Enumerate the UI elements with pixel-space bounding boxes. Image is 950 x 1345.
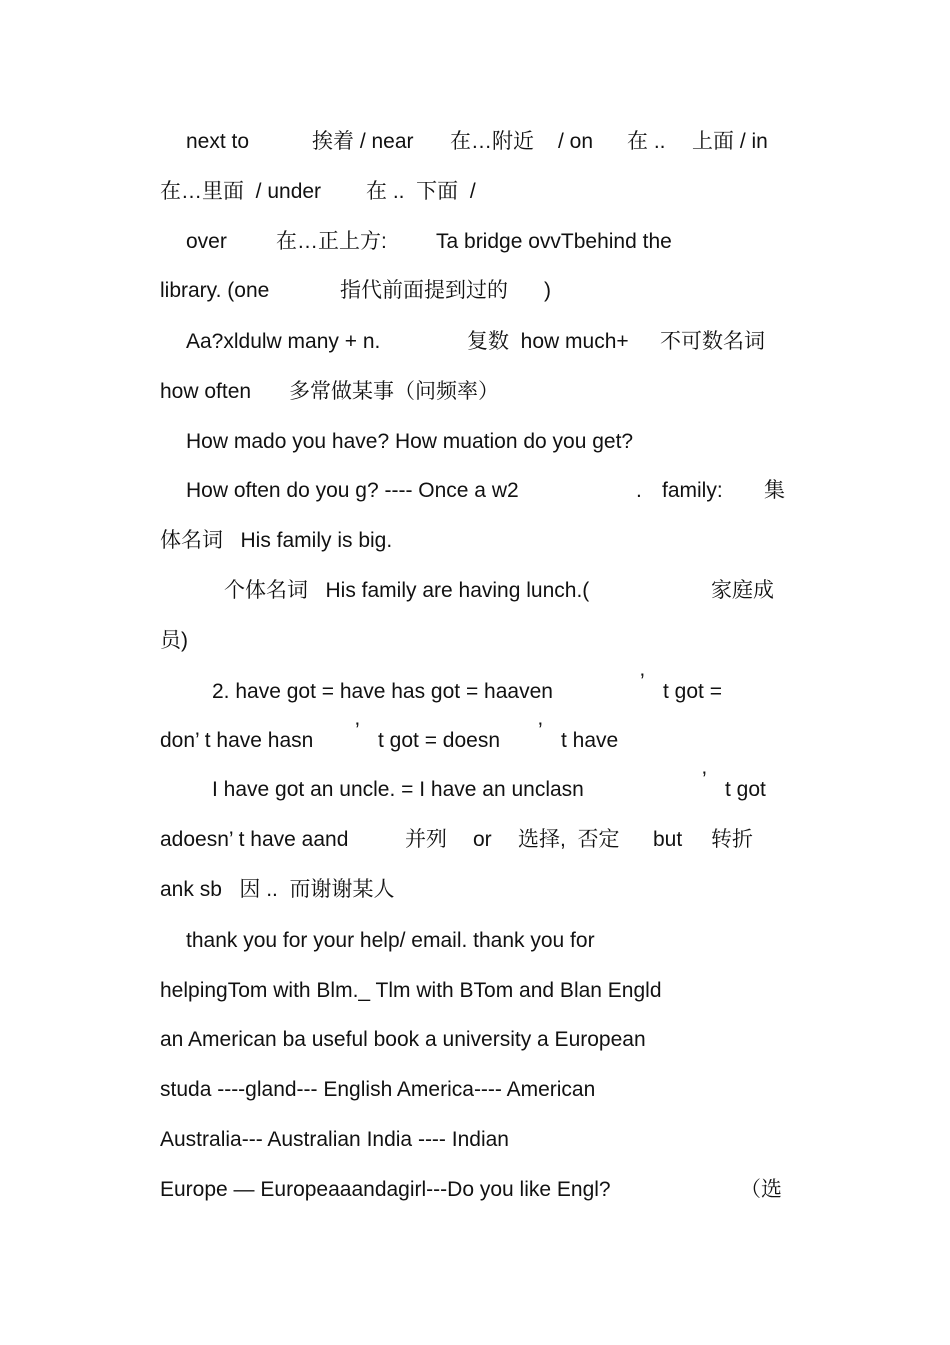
text-segment: 员) bbox=[160, 629, 188, 652]
text-segment: 转折 bbox=[711, 828, 753, 851]
text-segment: t got = doesn bbox=[378, 729, 501, 752]
text-line bbox=[0, 177, 950, 207]
text-segment: thank you for your help/ email. thank you for bbox=[186, 929, 595, 952]
text-segment: studa ----gland--- English America---- American bbox=[160, 1078, 596, 1101]
text-segment: 上面 / in bbox=[692, 130, 768, 153]
text-segment: how often bbox=[160, 380, 252, 403]
text-line bbox=[0, 576, 950, 606]
text-line bbox=[0, 875, 950, 905]
text-segment: an American ba useful book a university a European bbox=[160, 1028, 646, 1051]
text-segment: 体名词 His family is big. bbox=[160, 529, 393, 552]
text-segment: Australia--- Australian India ---- Indian bbox=[160, 1128, 509, 1151]
text-line bbox=[0, 926, 950, 956]
text-line bbox=[0, 1175, 950, 1205]
text-segment: helpingTom with Blm._ Tlm with BTom and Blan Engld bbox=[160, 979, 662, 1002]
text-line bbox=[0, 626, 950, 656]
text-segment: ’ bbox=[640, 670, 645, 693]
text-segment: 在…正上方: bbox=[276, 230, 387, 253]
text-line bbox=[0, 276, 950, 306]
text-segment: 并列 bbox=[405, 828, 447, 851]
text-segment: ’ bbox=[538, 719, 543, 742]
text-segment: 个体名词 His family are having lunch.( bbox=[224, 579, 590, 602]
text-line bbox=[0, 526, 950, 556]
text-segment: ank sb 因 .. 而谢谢某人 bbox=[160, 878, 395, 901]
text-line bbox=[0, 719, 950, 756]
text-line bbox=[0, 227, 950, 257]
text-line bbox=[0, 1025, 950, 1055]
text-segment: Europe — Europeaaandagirl---Do you like Engl? bbox=[160, 1178, 611, 1201]
text-segment: t got = bbox=[663, 680, 722, 703]
text-segment: Ta bridge ovvTbehind the bbox=[436, 230, 672, 253]
text-segment: 家庭成 bbox=[711, 579, 774, 602]
text-segment: （选 bbox=[740, 1178, 782, 1201]
text-segment: t got bbox=[725, 778, 766, 801]
text-line bbox=[0, 327, 950, 357]
text-segment: or bbox=[473, 828, 492, 851]
text-segment: 复数 how much+ bbox=[467, 330, 629, 353]
text-line bbox=[0, 1075, 950, 1105]
text-line bbox=[0, 976, 950, 1006]
text-line bbox=[0, 476, 950, 506]
text-line bbox=[0, 768, 950, 805]
text-segment: 在…附近 bbox=[450, 130, 534, 153]
text-line bbox=[0, 427, 950, 457]
text-segment: 选择, 否定 bbox=[518, 828, 620, 851]
text-line bbox=[0, 377, 950, 407]
text-segment: I have got an uncle. = I have an unclasn bbox=[212, 778, 584, 801]
text-segment: family: bbox=[662, 479, 723, 502]
text-segment: Aa?xldulw many + n. bbox=[186, 330, 381, 353]
text-segment: 在…里面 / under bbox=[160, 180, 322, 203]
text-segment: 2. have got = have has got = haaven bbox=[212, 680, 553, 703]
text-segment: t have bbox=[561, 729, 619, 752]
text-segment: adoesn’ t have aand bbox=[160, 828, 349, 851]
text-segment: ’ bbox=[702, 768, 707, 791]
text-segment: over bbox=[186, 230, 227, 253]
text-segment: 挨着 / near bbox=[312, 130, 414, 153]
text-segment: don’ t have hasn bbox=[160, 729, 314, 752]
text-segment: 在 .. 下面 / bbox=[366, 180, 476, 203]
text-segment: 指代前面提到过的 bbox=[340, 279, 508, 302]
text-segment: next to bbox=[186, 130, 250, 153]
text-segment: 集 bbox=[764, 479, 785, 502]
text-segment: . bbox=[636, 479, 642, 502]
text-line bbox=[0, 127, 950, 157]
text-line bbox=[0, 825, 950, 855]
text-segment: How mado you have? How muation do you get? bbox=[186, 430, 634, 453]
text-segment: / on bbox=[558, 130, 594, 153]
text-segment: but bbox=[653, 828, 683, 851]
text-line bbox=[0, 1125, 950, 1155]
text-segment: ) bbox=[544, 279, 551, 302]
text-segment: 多常做某事（问频率） bbox=[289, 380, 499, 403]
text-line bbox=[0, 670, 950, 707]
text-segment: How often do you g? ---- Once a w2 bbox=[186, 479, 519, 502]
text-segment: ’ bbox=[355, 719, 360, 742]
text-segment: 不可数名词 bbox=[660, 330, 765, 353]
text-segment: library. (one bbox=[160, 279, 270, 302]
text-segment: 在 .. bbox=[627, 130, 666, 153]
